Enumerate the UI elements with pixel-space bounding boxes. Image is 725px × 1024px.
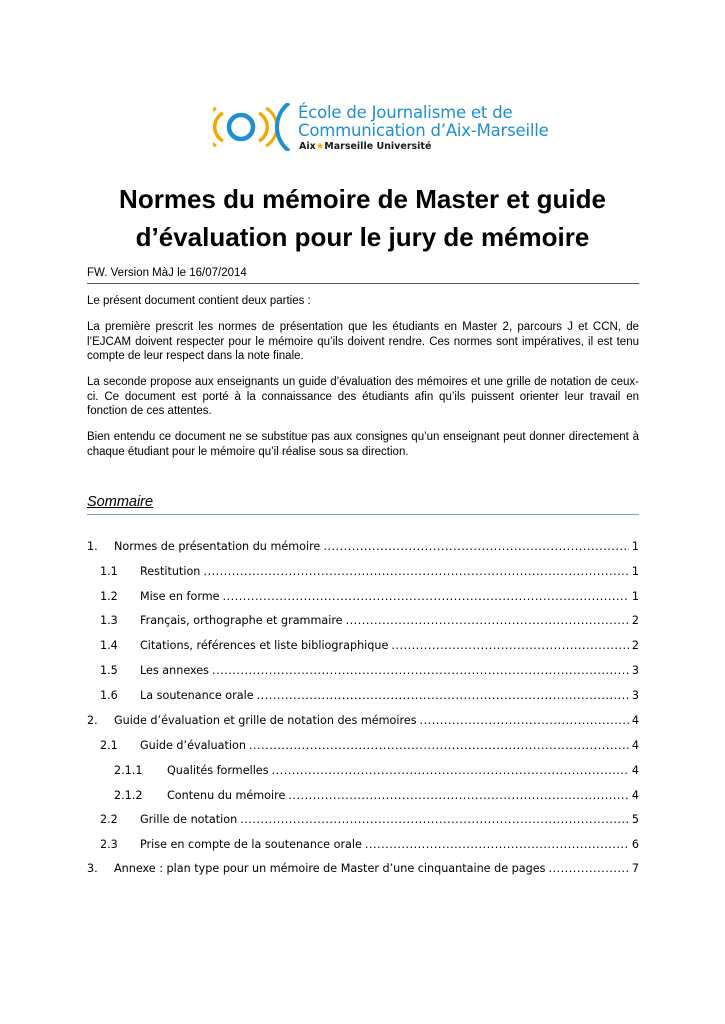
toc-leader-dots [420, 714, 629, 727]
toc-entry-title[interactable]: Restitution [140, 565, 201, 578]
toc-entry-number: 2. [87, 714, 98, 727]
toc-leader-dots [323, 540, 629, 553]
toc-entry-number: 2.3 [100, 838, 118, 851]
logo-school-name-line2: Communication d’Aix-Marseille [298, 121, 549, 140]
toc-entry-number: 1.4 [100, 639, 118, 652]
toc-entry-page-number: 4 [631, 714, 639, 727]
toc-entry-number: 1.6 [100, 689, 118, 702]
toc-entry-page-number: 4 [631, 789, 639, 802]
toc-entry-page-number: 1 [631, 565, 639, 578]
toc-entry-title[interactable]: Guide d’évaluation et grille de notation des mémoires [114, 714, 417, 727]
paragraph-part-one: La première prescrit les normes de présentation que les étudiants en Master 2, parcours J et CCN, de l’EJCAM doivent respecter pour le mémoire qu’ils doivent rendre. Ces normes sont impératives, il est tenu compte de leur respect dans la note finale. [87, 321, 639, 363]
toc-leader-dots [548, 862, 628, 875]
paragraph-disclaimer: Bien entendu ce document ne se substitue pas aux consignes qu’un enseignant peut donner directement à chaque étudiant pour le mémoire qu’il réalise sous sa direction. [87, 431, 639, 458]
toc-entry[interactable] [87, 862, 639, 875]
toc-leader-dots [391, 639, 629, 652]
toc-entry[interactable] [100, 590, 639, 603]
toc-leader-dots [212, 664, 629, 677]
toc-entry-title[interactable]: Qualités formelles [167, 764, 269, 777]
toc-entry-title[interactable]: Grille de notation [140, 813, 238, 826]
toc-entry-title[interactable]: Français, orthographe et grammaire [140, 614, 343, 627]
toc-entry-number: 1.5 [100, 664, 118, 677]
toc-entry-page-number: 4 [631, 739, 639, 752]
toc-leader-dots [272, 764, 629, 777]
toc-entry[interactable] [100, 813, 639, 826]
toc-entry-title[interactable]: Normes de présentation du mémoire [114, 540, 321, 553]
toc-entry[interactable] [100, 664, 639, 677]
toc-entry[interactable] [100, 838, 639, 851]
toc-entry-title[interactable]: Annexe : plan type pour un mémoire de Master d’une cinquantaine de pages [114, 862, 546, 875]
toc-entry[interactable] [100, 614, 639, 627]
sommaire-heading: Sommaire [87, 494, 639, 515]
logo-university-name: Aix★Marseille Université [299, 141, 432, 152]
toc-entry-page-number: 2 [631, 639, 639, 652]
logo-school-name-line1: École de Journalisme et de [298, 103, 513, 122]
toc-leader-dots [257, 689, 629, 702]
toc-entry-page-number: 3 [631, 664, 639, 677]
version-line: FW. Version MàJ le 16/07/2014 [87, 267, 639, 284]
toc-entry[interactable] [100, 739, 639, 752]
toc-entry-number: 2.1.2 [114, 789, 143, 802]
toc-entry-number: 1.2 [100, 590, 118, 603]
toc-entry-title[interactable]: Citations, références et liste bibliographique [140, 639, 389, 652]
toc-entry-title[interactable]: Mise en forme [140, 590, 220, 603]
toc-entry-title[interactable]: Contenu du mémoire [167, 789, 286, 802]
toc-entry[interactable] [87, 540, 639, 553]
paragraph-part-two: La seconde propose aux enseignants un guide d’évaluation des mémoires et une grille de notation de ceux-ci. Ce document est porté à la connaissance des étudiants afin qu’ils puissent orienter leur travail en fonction de ces attentes. [87, 376, 639, 418]
toc-entry-title[interactable]: Guide d’évaluation [140, 739, 246, 752]
toc-entry-title[interactable]: Prise en compte de la soutenance orale [140, 838, 362, 851]
toc-entry-number: 2.2 [100, 813, 118, 826]
toc-entry-page-number: 5 [631, 813, 639, 826]
toc-leader-dots [203, 565, 628, 578]
title-line-1: Normes du mémoire de Master et guide [119, 184, 606, 214]
toc-entry-number: 1.3 [100, 614, 118, 627]
intro-paragraph: Le présent document contient deux parties : [87, 295, 311, 307]
toc-entry-number: 3. [87, 862, 98, 875]
toc-entry-page-number: 1 [631, 590, 639, 603]
toc-leader-dots [346, 614, 629, 627]
toc-entry[interactable] [87, 714, 639, 727]
toc-entry-page-number: 1 [631, 540, 639, 553]
toc-entry-page-number: 7 [631, 862, 639, 875]
toc-entry-page-number: 2 [631, 614, 639, 627]
toc-entry-title[interactable]: Les annexes [140, 664, 210, 677]
toc-leader-dots [223, 590, 629, 603]
toc-entry-number: 2.1 [100, 739, 118, 752]
star-icon: ★ [315, 141, 325, 152]
toc-entry-page-number: 6 [631, 838, 639, 851]
toc-leader-dots [365, 838, 629, 851]
toc-entry[interactable] [100, 689, 639, 702]
ejcam-logo-icon [213, 103, 293, 151]
toc-entry-number: 1. [87, 540, 98, 553]
toc-leader-dots [288, 789, 629, 802]
toc-entry-title[interactable]: La soutenance orale [140, 689, 254, 702]
toc-entry[interactable] [100, 565, 639, 578]
ejcam-logo [213, 97, 549, 157]
document-title [60, 180, 665, 256]
title-line-2: d’évaluation pour le jury de mémoire [135, 222, 590, 252]
toc-entry-page-number: 3 [631, 689, 639, 702]
toc-entry-number: 1.1 [100, 565, 118, 578]
toc-entry-page-number: 4 [631, 764, 639, 777]
toc-entry-number: 2.1.1 [114, 764, 143, 777]
toc-leader-dots [240, 813, 629, 826]
toc-entry[interactable] [114, 789, 639, 802]
toc-entry[interactable] [100, 639, 639, 652]
toc-entry[interactable] [114, 764, 639, 777]
toc-leader-dots [249, 739, 629, 752]
